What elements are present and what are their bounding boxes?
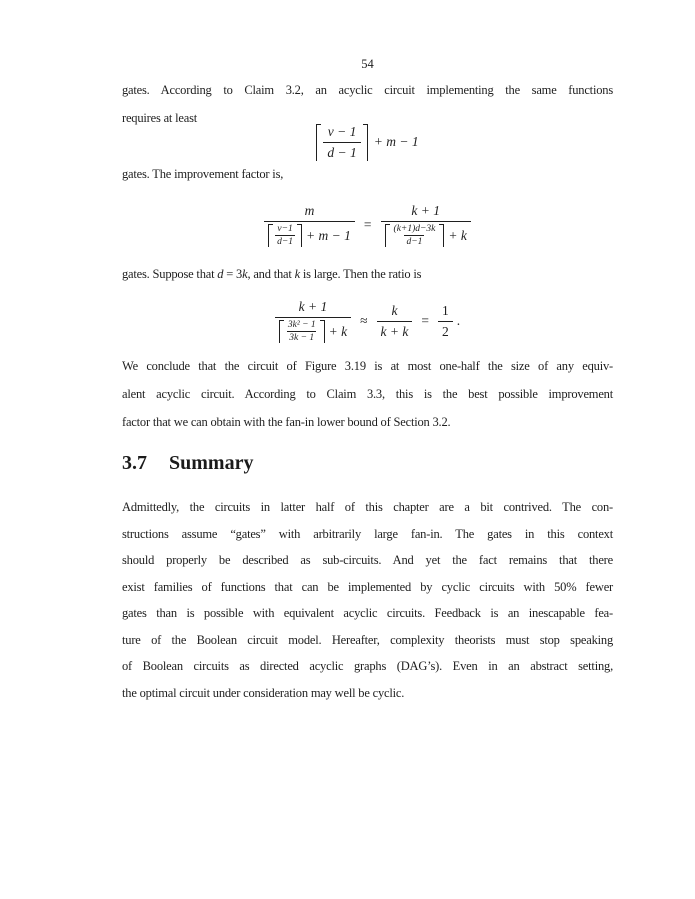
math-var: k bbox=[294, 267, 300, 281]
fraction-numerator: v − 1 bbox=[327, 123, 357, 139]
section-heading bbox=[122, 452, 613, 475]
text-line: factor that we can obtain with the fan-in lower bound of Section 3.2. bbox=[122, 415, 451, 429]
fraction bbox=[275, 299, 351, 343]
text-segment: = 3 bbox=[223, 267, 243, 281]
fraction bbox=[392, 224, 438, 247]
section-number: 3.7 bbox=[122, 452, 147, 474]
text-segment: gates. Suppose that bbox=[122, 267, 218, 281]
fraction-denominator: 3k − 1 bbox=[289, 333, 315, 343]
text-line: structions assume “gates” with arbitrarily large fan-in. The gates in this context bbox=[122, 526, 613, 541]
text-line: the optimal circuit under consideration may well be cyclic. bbox=[122, 685, 405, 700]
paragraph-summary bbox=[122, 494, 613, 706]
math-var: k bbox=[242, 267, 248, 281]
fraction bbox=[323, 124, 360, 161]
text-line bbox=[122, 260, 613, 288]
text-segment: , and that bbox=[247, 267, 295, 281]
text-line: Admittedly, the circuits in latter half of this chapter are a bit contrived. The con- bbox=[122, 500, 613, 514]
fraction-numerator: k + 1 bbox=[298, 299, 328, 314]
text-line: alent acyclic circuit. According to Claim 3.3, this is the best possible improvement bbox=[122, 387, 613, 401]
fraction-numerator: 3k² − 1 bbox=[287, 320, 316, 330]
ceiling-bracket bbox=[316, 124, 367, 161]
text-line: gates. According to Claim 3.2, an acyclic circuit implementing the same functions bbox=[122, 83, 613, 97]
text-line: should properly be described as sub-circuits. And yet the fact remains that there bbox=[122, 553, 613, 567]
text-line: gates than is possible with equivalent acyclic circuits. Feedback is an inescapable fea- bbox=[122, 606, 613, 620]
math-term: + m − 1 bbox=[306, 227, 351, 243]
fraction-numerator: 1 bbox=[441, 302, 449, 318]
display-formula-1 bbox=[122, 118, 613, 166]
fraction-numerator: k bbox=[391, 302, 398, 318]
paragraph-conclude bbox=[122, 352, 613, 436]
paragraph-improvement bbox=[122, 160, 613, 188]
math-term: + m − 1 bbox=[373, 134, 419, 149]
math-row bbox=[275, 299, 460, 343]
math-var: d bbox=[217, 267, 224, 281]
ceiling-bracket bbox=[385, 224, 445, 247]
text-line: requires at least bbox=[122, 111, 198, 125]
math-term: + k bbox=[448, 227, 467, 243]
fraction-denominator bbox=[381, 221, 471, 247]
display-formula-2 bbox=[122, 194, 613, 256]
ceiling-bracket bbox=[279, 320, 325, 343]
fraction-numerator: m bbox=[304, 203, 315, 218]
math-term: + k bbox=[328, 323, 348, 339]
fraction-denominator bbox=[275, 317, 351, 343]
math-row bbox=[264, 203, 471, 247]
period: . bbox=[456, 313, 461, 328]
ceiling-bracket bbox=[268, 224, 302, 247]
page-number: 54 bbox=[361, 57, 374, 71]
text-line: of Boolean circuits as directed acyclic graphs (DAG’s). Even in an abstract setting, bbox=[122, 659, 613, 673]
text-line: exist families of functions that can be implemented by cyclic circuits with 50% fewer bbox=[122, 579, 613, 594]
fraction-numerator: (k+1)d−3k bbox=[393, 224, 436, 234]
paragraph-suppose bbox=[122, 260, 613, 288]
text-line: We conclude that the circuit of Figure 3.19 is at most one-half the size of any equiv- bbox=[122, 359, 613, 373]
fraction bbox=[286, 320, 318, 343]
math-row bbox=[316, 124, 418, 161]
fraction bbox=[264, 203, 355, 247]
equals-sign: = bbox=[421, 313, 429, 328]
fraction bbox=[275, 224, 295, 247]
fraction bbox=[381, 203, 471, 247]
fraction bbox=[438, 303, 453, 340]
text-segment: is large. Then the ratio is bbox=[299, 267, 422, 281]
display-formula-3 bbox=[122, 292, 613, 350]
fraction-denominator: k + k bbox=[377, 321, 413, 340]
fraction-denominator bbox=[264, 221, 355, 247]
section-title: Summary bbox=[169, 452, 254, 474]
fraction-numerator: k + 1 bbox=[411, 203, 440, 218]
fraction-denominator: d−1 bbox=[277, 237, 294, 247]
fraction bbox=[377, 303, 413, 340]
approx-sign: ≈ bbox=[360, 313, 368, 328]
fraction-denominator: d−1 bbox=[406, 237, 423, 247]
text-line: ture of the Boolean circuit model. Hereafter, complexity theorists must stop speaking bbox=[122, 632, 613, 647]
text-line: gates. The improvement factor is, bbox=[122, 167, 284, 181]
equals-sign: = bbox=[363, 217, 372, 232]
fraction-numerator: v−1 bbox=[277, 224, 293, 234]
fraction-denominator: d − 1 bbox=[323, 142, 360, 161]
fraction-denominator: 2 bbox=[438, 321, 453, 340]
